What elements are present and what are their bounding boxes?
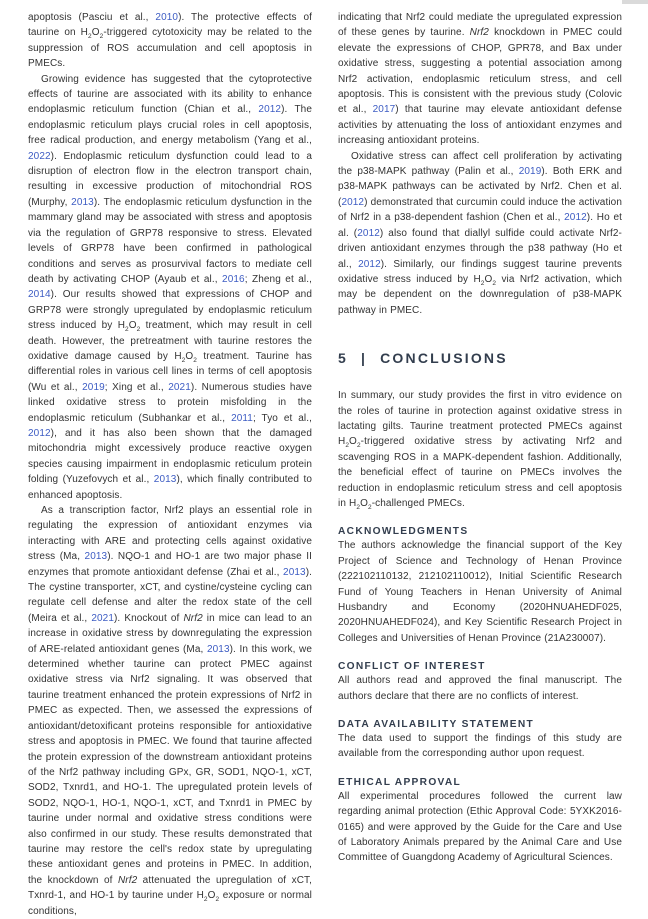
page-edge-artifact <box>622 0 648 4</box>
citation-link[interactable]: 2012 <box>357 227 380 239</box>
paragraph: The data used to support the findings of this study are available from the corresponding author upon request. <box>338 733 622 760</box>
paragraph: In summary, our study provides the first in vitro evidence on the roles of taurine in protection against oxidative stress in lactating gilts. Taurine treatment protected PMECs against $H_2O_2$-triggered oxidative stress by activating Nrf2 and scavenging ROS in a MAPK-dependent fashion. Additionally, the beneficial effect of taurine on PMECs involves the reduction in endoplasmic reticulum stress and cell apoptosis in $H_2O_2$-challenged PMECs. <box>338 390 622 511</box>
citation-link[interactable]: 2014 <box>28 289 51 301</box>
citation-link[interactable]: 2012 <box>564 212 587 224</box>
right-column <box>338 10 622 868</box>
citation-link[interactable]: 2010 <box>155 12 179 23</box>
paragraph: apoptosis (Pasciu et al., 2010). The protective effects of taurine on $H_2O_2$-triggered cytotoxicity may be related to the suppression of ROS accumulation and cell apoptosis in PMECs. <box>28 12 312 70</box>
paragraph: As a transcription factor, Nrf2 plays an essential role in regulating the expression of antioxidant enzymes via interacting with ARE and protecting cells against oxidative stress (Ma, 2013). NQO-1 and HO-1 are two major phase II enzymes that promote antioxidant defense (Zhai et al., 2013). The cystine transporter, xCT, and cystine/cysteine cycling can regulate cell defense and alter the redox state of the cell (Meira et al., 2021). Knockout of Nrf2 in mice can lead to an increase in oxidative stress by downregulating the expression of ARE-related antioxidant genes (Ma, 2013). In this work, we determined whether taurine can protect PMEC against oxidative stress via Nrf2 signaling. It was observed that taurine treatment enhanced the protein expressions of Nrf2 in PMEC as expected. Then, we assessed the expressions of antioxidant/detoxificant proteins responsible for antioxidative stress and apoptosis in PMEC. We found that taurine affected the protein expression of the downstream antioxidant proteins of the Nrf2 pathway including GPx, GR, SOD1, NQO-1, xCT, SOD2, Txnrd1, and HO-1. The upregulated protein levels of SOD2, NQO-1, HO-1, NQO-1, xCT, and Txnrd1 in PMEC by taurine under normal and oxidative stress conditions were also confirmed in our study. These results demonstrated that taurine may restore the cell's redox state by upregulating these antioxidant genes and proteins in PMEC. In addition, the knockdown of Nrf2 attenuated the upregulation of xCT, Txnrd-1, and HO-1 by taurine under $H_2O_2$ exposure or normal conditions, <box>28 505 313 917</box>
citation-link[interactable]: 2013 <box>71 196 94 208</box>
subheading-conflict-of-interest: CONFLICT OF INTEREST <box>338 661 486 673</box>
paragraph: All authors read and approved the final manuscript. The authors declare that there are no conflicts of interest. <box>338 675 622 702</box>
citation-link[interactable]: 2016 <box>222 273 245 285</box>
section-number: 5 <box>338 350 348 367</box>
paragraph: The authors acknowledge the financial support of the Key Project of Science and Technology of Henan Province (222102110132, 212102110012), Initial Scientific Research Fund of Young Teachers in Henan University of Animal Husbandry and Economy (2020HNUAHEDF025, 2020HNUAHEDF024), and Key Scientific Research Project in Colleges and Universities of Henan Province (21A230007). <box>338 540 622 644</box>
subheading-acknowledgments: ACKNOWLEDGMENTS <box>338 526 469 538</box>
citation-link[interactable]: 2019 <box>518 166 542 178</box>
paragraph: Growing evidence has suggested that the cytoprotective effects of taurine are associated with its ability to enhance endoplasmic reticulum function (Chian et al., 2012). The endoplasmic reticulum plays crucial roles in cell apoptosis, free radical production, and energy metabolism (Yang et al., 2022). Endoplasmic reticulum dysfunction could lead to a disruption of electron flow in the electron transport chain, resulting in excessive production of mitochondrial ROS (Murphy, 2013). The endoplasmic reticulum dysfunction in the mammary gland may be associated with stress and apoptosis via the regulation of GRP78 responsive to stress. Elevated levels of GRP78 have been confirmed in pathological conditions and serves as prosurvival factors to mediate cell death by activating CHOP (Ayaub et al., 2016; Zheng et al., 2014). Our results showed that expressions of CHOP and GRP78 were strongly upregulated by endoplasmic reticulum stress induced by $H_2O_2$ treatment, which may result in cell death. However, the pretreatment with taurine restores the oxidative damage caused by $H_2O_2$ treatment. Taurine has differential roles in various cell lines in terms of cell apoptosis (Wu et al., 2019; Xing et al., 2021). Numerous studies have linked oxidative stress to protein misfolding in the endoplasmic reticulum (Subhankar et al., 2011; Tyo et al., 2012), and it has also been shown that the damaged mitochondria might excessively produce reactive oxygen species causing impairment in endoplasmic reticulum protein folding (Yuzefovych et al., 2013), which finally contributed to enhanced apoptosis. <box>28 73 313 501</box>
citation-link[interactable]: 2013 <box>153 474 177 486</box>
section-heading-conclusions <box>338 350 622 366</box>
citation-link[interactable]: 2012 <box>258 104 282 116</box>
paragraph: Oxidative stress can affect cell proliferation by activating the p38-MAPK pathway (Palin et al., 2019). Both ERK and p38-MAPK pathways can be activated by Nrf2. Chen et al. (2012) demonstrated that curcumin could induce the activation of Nrf2 in a p38-dependent fashion (Chen et al., 2012). Ho et al. (2012) also found that diallyl sulfide could activate Nrf2-driven antioxidant enzymes through the p38 pathway (Ho et al., 2012). Similarly, our findings suggest taurine prevents oxidative stress induced by $H_2O_2$ via Nrf2 activation, which may be dependent on the downregulation of p38-MAPK pathway in PMEC. <box>338 150 622 316</box>
citation-link[interactable]: 2019 <box>82 381 105 393</box>
citation-link[interactable]: 2017 <box>372 104 396 116</box>
citation-link[interactable]: 2021 <box>168 381 191 393</box>
citation-link[interactable]: 2012 <box>341 196 365 208</box>
left-column <box>28 10 313 917</box>
section-separator: | <box>361 350 368 367</box>
citation-link[interactable]: 2013 <box>206 643 230 655</box>
paragraph: indicating that Nrf2 could mediate the upregulated expression of these genes by taurine. Nrf2 knockdown in PMEC could elevate the expressions of CHOP, GPR78, and Bax under oxidative stress, suggesting a potential association among Nrf2 activation, endoplasmic reticulum stress, and cell apoptosis. This is consistent with the previous study (Colovic et al., 2017) that taurine may elevate antioxidant defense activities by attenuating the loss of antioxidant enzymes and increasing antioxidant proteins. <box>338 12 622 147</box>
paragraph: All experimental procedures followed the current law regarding animal protection (Ethic Approval Code: 5YXK2016-0165) and were approved by the Guide for the Care and Use of Laboratory Animals prepared by the Animal Care and Use Committee of Guangdong Academy of Agricultural Sciences. <box>338 790 622 864</box>
citation-link[interactable]: 2011 <box>231 412 253 424</box>
citation-link[interactable]: 2022 <box>28 150 51 162</box>
subheading-data-availability: DATA AVAILABILITY STATEMENT <box>338 719 535 731</box>
section-title: CONCLUSIONS <box>380 350 508 367</box>
citation-link[interactable]: 2013 <box>283 566 306 578</box>
citation-link[interactable]: 2013 <box>84 551 108 563</box>
citation-link[interactable]: 2021 <box>91 612 114 624</box>
citation-link[interactable]: 2012 <box>28 427 51 439</box>
citation-link[interactable]: 2012 <box>358 258 381 270</box>
subheading-ethical-approval: ETHICAL APPROVAL <box>338 776 462 788</box>
